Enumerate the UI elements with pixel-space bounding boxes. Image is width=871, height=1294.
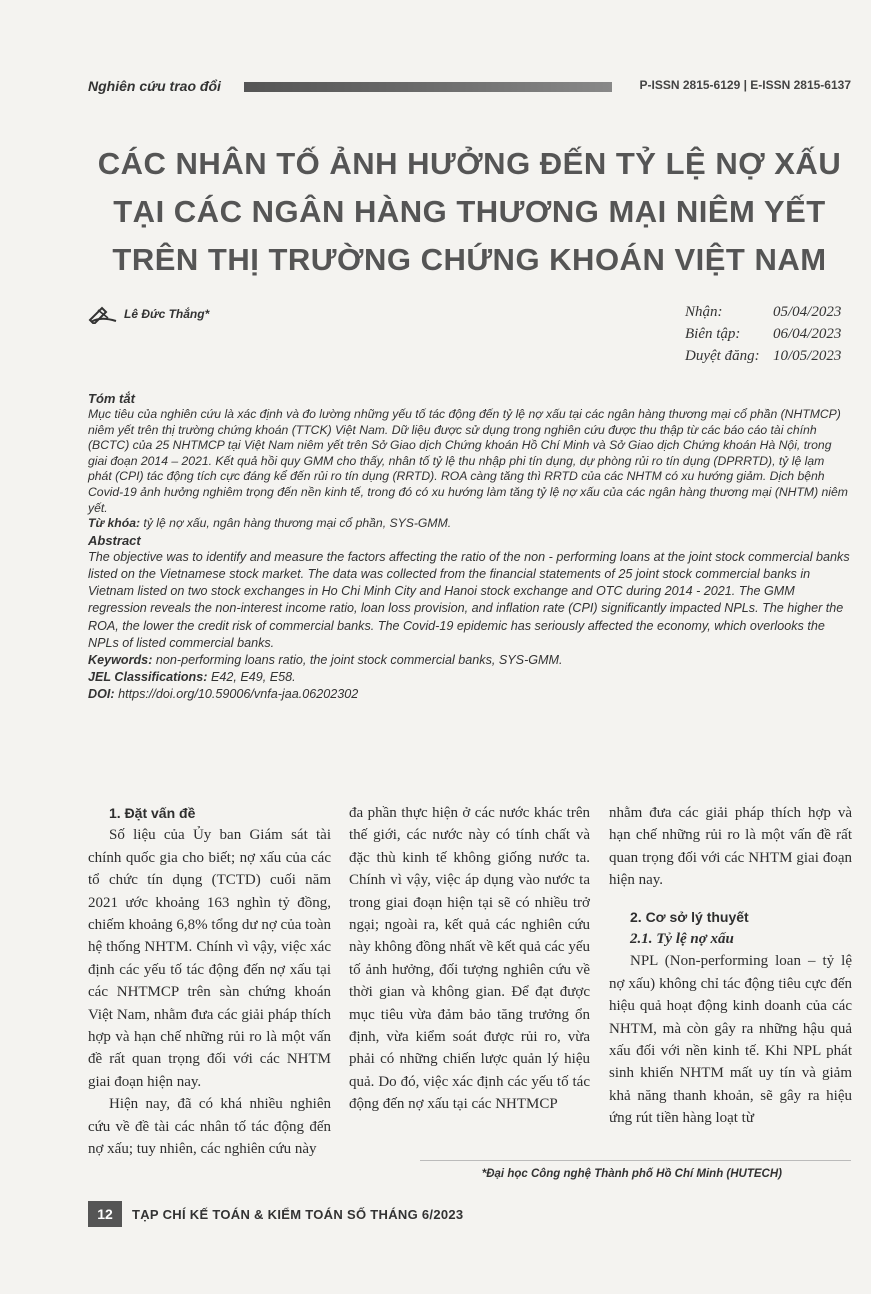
title-line-1: CÁC NHÂN TỐ ẢNH HƯỞNG ĐẾN TỶ LỆ NỢ XẤU xyxy=(97,146,842,181)
issn-label: P-ISSN 2815-6129 | E-ISSN 2815-6137 xyxy=(639,78,851,92)
section-2-heading: 2. Cơ sở lý thuyết xyxy=(630,908,749,925)
subsection-2-1-heading: 2.1. Tỷ lệ nợ xấu xyxy=(630,931,734,948)
page-header xyxy=(88,78,851,100)
abstract-block xyxy=(88,390,851,704)
date-received: Nhận: 05/04/2023 xyxy=(685,304,842,320)
date-edited: Biên tập: 06/04/2023 xyxy=(685,326,842,342)
section-1-heading: 1. Đặt vấn đề xyxy=(109,805,196,821)
doi: DOI: https://doi.org/10.59006/vnfa-jaa.06202302 xyxy=(88,687,359,702)
author xyxy=(88,304,209,324)
jel-classifications: JEL Classifications: E42, E49, E58. xyxy=(88,670,296,685)
affiliation-divider xyxy=(420,1160,851,1161)
date-approved: Duyệt đăng: 10/05/2023 xyxy=(685,348,842,364)
keywords-en: Keywords: non-performing loans ratio, the joint stock commercial banks, SYS-GMM. xyxy=(88,652,563,667)
title-line-3: TRÊN THỊ TRƯỜNG CHỨNG KHOÁN VIỆT NAM xyxy=(112,242,827,277)
body-column-1 xyxy=(88,802,331,1161)
article-title xyxy=(88,140,851,284)
header-bar xyxy=(244,82,612,92)
abstract-en-heading: Abstract xyxy=(88,532,141,548)
body-column-3 xyxy=(609,802,852,1130)
journal-name: TẠP CHÍ KẾ TOÁN & KIỂM TOÁN SỐ THÁNG 6/2023 xyxy=(132,1206,464,1222)
paragraph: NPL (Non-performing loan – tỷ lệ nợ xấu) không chỉ tác động tiêu cực đến hiệu quả hoạt động kinh doanh của các NHTM, mà còn gây ra những hậu quả xấu đối với nền kinh tế. Khi NPL phát sinh khiến NHTM mất uy tín và giảm khả năng thanh khoản, sẽ gây ra hiệu ứng rút tiền hàng loạt từ xyxy=(609,953,852,1127)
paragraph: Số liệu của Ủy ban Giám sát tài chính quốc gia cho biết; nợ xấu của các tổ chức tín dụng (TCTD) cuối năm 2021 ước khoảng 163 nghìn tỷ đồng, chiếm khoảng 6,8% tổng dư nợ của toàn hệ thống NHTM. Chính vì vậy, việc xác định các yếu tố tác động đến nợ xấu tại các NHTMCP trên sàn chứng khoán Việt Nam, nhằm đưa các giải pháp thích hợp và hạn chế những rủi ro là một vấn đề rất quan trọng đối với các NHTM giai đoạn hiện nay. xyxy=(88,827,331,1090)
page-footer xyxy=(88,1201,463,1227)
doi-link[interactable]: https://doi.org/10.59006/vnfa-jaa.06202302 xyxy=(114,687,359,702)
page-number: 12 xyxy=(88,1201,122,1227)
body-column-2 xyxy=(349,802,590,1116)
keywords-vi: Từ khóa: tỷ lệ nợ xấu, ngân hàng thương mại cổ phần, SYS-GMM. xyxy=(88,516,452,531)
abstract-en-text: The objective was to identify and measure the factors affecting the ratio of the non - performing loans at the joint stock commercial banks listed on the Vietnamese stock market. The data was collected from the financial statements of 25 joint stock commercial banks in Vietnam listed on two stock exchanges in Ho Chi Minh City and Hanoi stock exchange and OTC during 2014 - 2021. The GMM regression reveals the non-interest income ratio, loan loss provision, and inflation rate (CPI) significantly impacted NPLs. The higher the ROA, the lower the credit risk of commercial banks. The Covid-19 epidemic has seriously affected the economy, which overlooks the NPLs of listed commercial banks. xyxy=(88,549,850,650)
pen-icon xyxy=(88,304,120,324)
article-dates xyxy=(685,301,855,367)
abstract-vi-heading: Tóm tắt xyxy=(88,391,135,406)
author-name: Lê Đức Thắng* xyxy=(124,307,210,321)
paragraph: Hiện nay, đã có khá nhiều nghiên cứu về đề tài các nhân tố tác động đến nợ xấu; tuy nhiên, các nghiên cứu này xyxy=(88,1096,331,1158)
paragraph: đa phần thực hiện ở các nước khác trên thế giới, các nước này có tính chất và đặc thù kinh tế không giống nước ta. Chính vì vậy, việc áp dụng vào nước ta trong giai đoạn hiện tại sẽ có nhiều trở ngại; ngoài ra, kết quả các nghiên cứu này không đồng nhất về kết quả các yếu tố ảnh hưởng, đối tượng nghiên cứu về thời gian và không gian. Để đạt được mục tiêu vừa đảm bảo tăng trưởng ổn định, vừa kiểm soát được rủi ro, vừa phải có những chiến lược quản lý hiệu quả. Do đó, việc xác định các yếu tố tác động đến nợ xấu tại các NHTMCP xyxy=(349,805,590,1113)
title-line-2: TẠI CÁC NGÂN HÀNG THƯƠNG MẠI NIÊM YẾT xyxy=(113,194,826,229)
author-affiliation: *Đại học Công nghệ Thành phố Hồ Chí Minh (HUTECH) xyxy=(481,1168,782,1180)
abstract-vi-text: Mục tiêu của nghiên cứu là xác định và đo lường những yếu tố tác động đến tỷ lệ nợ xấu tại các ngân hàng thương mại cổ phần (NHTMCP) niêm yết trên thị trường chứng khoán (TTCK) Việt Nam. Dữ liệu được sử dụng trong nghiên cứu được thu thập từ các báo cáo tài chính (BCTC) của 25 NHTMCP tại Việt Nam niêm yết trên Sở Giao dịch Chứng khoán Hồ Chí Minh và Sở Giao dịch Chứng khoán Hà Nội, trong giai đoạn 2014 – 2021. Kết quả hồi quy GMM cho thấy, nhân tố tỷ lệ thu nhập phi tín dụng, dự phòng rủi ro tín dụng (DPRRTD), tỷ lệ lạm phát (CPI) tác động tích cực đáng kể đến rủi ro tín dụng (RRTD). ROA càng tăng thì RRTD của các NHTM có xu hướng giảm. Dịch bệnh Covid-19 ảnh hưởng nghiêm trọng đến nền kinh tế, trong đó có xu hướng làm tăng tỷ lệ nợ xấu của các ngân hàng thương mại (NHTM) niêm yết. xyxy=(88,407,848,515)
paragraph: nhằm đưa các giải pháp thích hợp và hạn chế những rủi ro là một vấn đề rất quan trọng đối với các NHTM giai đoạn hiện nay. xyxy=(609,805,852,889)
section-tag: Nghiên cứu trao đổi xyxy=(88,78,221,94)
